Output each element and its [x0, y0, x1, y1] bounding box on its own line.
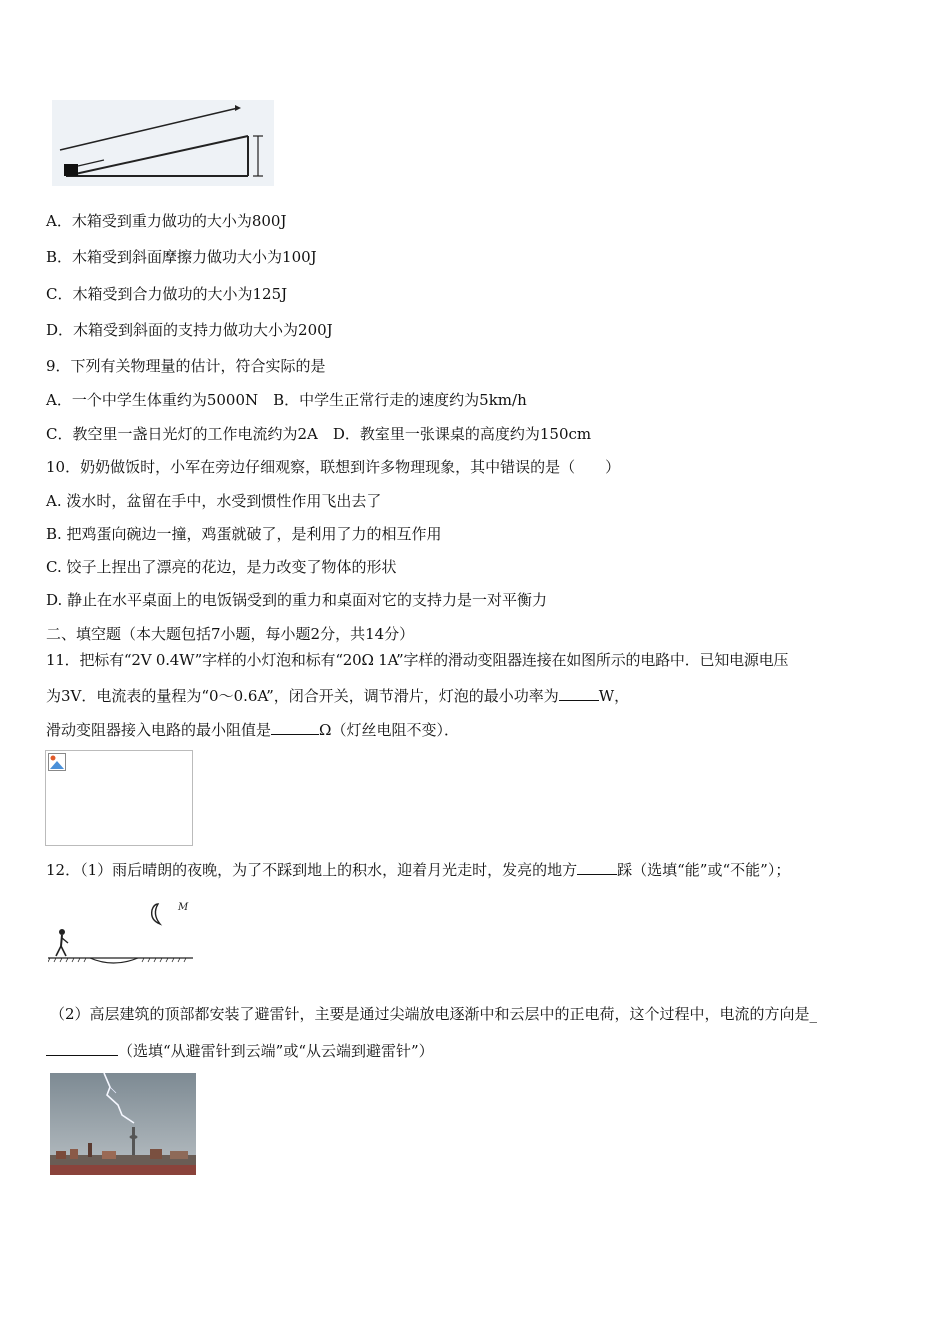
lightning-photo — [50, 1073, 196, 1175]
section-2-title: 二、填空题（本大题包括7小题，每小题2分，共14分） — [46, 625, 415, 643]
incline-figure — [52, 100, 274, 186]
q12-part-2-line-2 — [46, 1041, 434, 1061]
broken-image-icon — [48, 753, 66, 771]
q8-option-d: D．木箱受到斜面的支持力做功大小为200J — [46, 321, 333, 339]
q10-option-b: B. 把鸡蛋向碗边一撞，鸡蛋就破了，是利用了力的相互作用 — [46, 525, 442, 543]
circuit-diagram-placeholder — [45, 750, 193, 846]
q12-current-direction-blank[interactable] — [46, 1041, 118, 1056]
q8-option-b: B．木箱受到斜面摩擦力做功大小为100J — [46, 248, 317, 266]
q12-part-2-line-1: （2）高层建筑的顶部都安装了避雷针，主要是通过尖端放电逐渐中和云层中的正电荷，这个过程中，电流的方向是_ — [50, 1005, 818, 1023]
moon-label: M — [178, 902, 189, 913]
q12-part-1 — [46, 860, 790, 880]
q10-option-d: D. 静止在水平桌面上的电饭锅受到的重力和桌面对它的支持力是一对平衡力 — [46, 591, 548, 609]
q10-stem: 10．奶奶做饭时，小军在旁边仔细观察，联想到许多物理现象，其中错误的是（ ） — [46, 458, 621, 476]
q11-line-1: 11．把标有“2V 0.4W”字样的小灯泡和标有“20Ω 1A”字样的滑动变阻器连接在如图所示的电路中．已知电源电压 — [46, 651, 789, 669]
q9-stem: 9．下列有关物理量的估计，符合实际的是 — [46, 357, 326, 375]
q9-options-row-1: A．一个中学生体重约为5000N B．中学生正常行走的速度约为5km/h — [46, 391, 527, 409]
q9-options-row-2: C．教空里一盏日光灯的工作电流约为2A D．教室里一张课桌的高度约为150cm — [46, 425, 592, 443]
q12-part-2-options: （选填“从避雷针到云端”或“从云端到避雷针”） — [118, 1042, 434, 1060]
q8-option-a: A．木箱受到重力做功的大小为800J — [46, 212, 287, 230]
q12-part-1-options: 踩（选填“能”或“不能”）； — [617, 861, 791, 879]
q11-line-3 — [46, 720, 459, 740]
moon-walk-figure — [48, 896, 196, 966]
q11-power-blank[interactable] — [559, 686, 599, 701]
q10-option-a: A. 泼水时，盆留在手中，水受到惯性作用飞出去了 — [46, 492, 382, 510]
q12-part-1-text: 12．（1）雨后晴朗的夜晚，为了不踩到地上的积水，迎着月光走时，发亮的地方 — [46, 861, 578, 879]
q11-line-2 — [46, 686, 629, 706]
q11-line-3-unit: Ω（灯丝电阻不变）． — [319, 721, 459, 739]
q10-option-c: C. 饺子上捏出了漂亮的花边，是力改变了物体的形状 — [46, 558, 397, 576]
q12-step-blank[interactable] — [577, 860, 617, 875]
q11-line-2-text: 为3V．电流表的量程为“0～0.6A”，闭合开关，调节滑片，灯泡的最小功率为 — [46, 687, 559, 705]
q11-line-3-text: 滑动变阻器接入电路的最小阻值是 — [46, 721, 272, 739]
q11-line-2-unit: W， — [598, 687, 630, 705]
q8-option-c: C．木箱受到合力做功的大小为125J — [46, 285, 288, 303]
q11-resistance-blank[interactable] — [271, 720, 319, 735]
